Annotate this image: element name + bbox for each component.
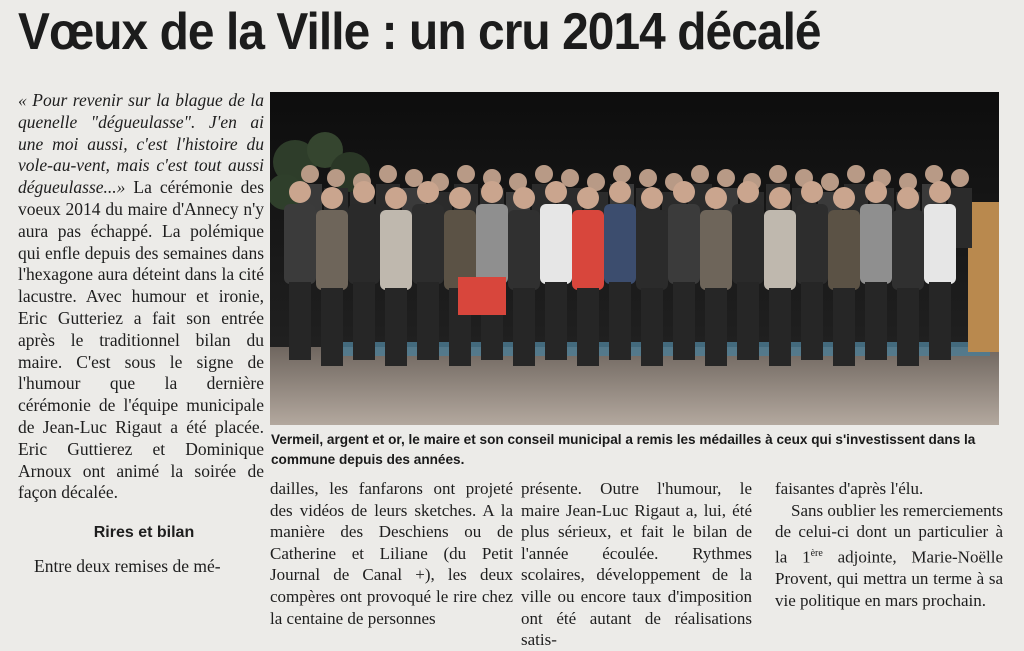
back-row-person [717, 169, 735, 187]
back-row-person [535, 165, 553, 183]
column-4-text-b: adjointe, Marie-Noëlle Provent, qui mettra un terme à sa vie politique en mars prochain. [775, 547, 1003, 610]
back-row-person [951, 169, 969, 187]
back-row-person [301, 165, 319, 183]
front-row-person-torso [668, 204, 700, 284]
front-row-person-legs [769, 288, 791, 366]
front-row-person [801, 181, 823, 203]
front-row-person [609, 181, 631, 203]
front-row-person [865, 181, 887, 203]
front-row-person [737, 181, 759, 203]
front-row-person-legs [705, 288, 727, 366]
front-row-person [929, 181, 951, 203]
front-row-person-legs [673, 282, 695, 360]
front-row-person-legs [929, 282, 951, 360]
column-3 [521, 478, 752, 651]
left-column-text [18, 90, 264, 504]
front-row-person-torso [924, 204, 956, 284]
front-row-person [385, 187, 407, 209]
front-row-person-torso [284, 204, 316, 284]
front-row-person-torso [476, 204, 508, 284]
front-row-person [641, 187, 663, 209]
front-row-person [449, 187, 471, 209]
column-3-text: présente. Outre l'humour, le maire Jean-Luc Rigaut a, lui, été plus sérieux, et fait le bilan de l'année écoulée. Rythmes scolaires, développement de la ville ou encore taux d'imposition ont été autant de réalisations satis- [521, 479, 752, 650]
back-row-person [457, 165, 475, 183]
red-folder [458, 277, 506, 315]
front-row-person-legs [833, 288, 855, 366]
front-row-person [289, 181, 311, 203]
section-lead-text: Entre deux remises de mé- [34, 555, 221, 576]
back-row-person [379, 165, 397, 183]
front-row-person-legs [865, 282, 887, 360]
back-row-person [327, 169, 345, 187]
front-row-person-torso [860, 204, 892, 284]
front-row-person [833, 187, 855, 209]
front-row-person-torso [764, 210, 796, 290]
front-row-person-torso [572, 210, 604, 290]
front-row-person [545, 181, 567, 203]
front-row-person [481, 181, 503, 203]
article-headline: Vœux de la Ville : un cru 2014 décalé [18, 3, 821, 61]
front-row-person [513, 187, 535, 209]
front-row-person [673, 181, 695, 203]
front-row-person-legs [737, 282, 759, 360]
group-photo-illustration [270, 92, 999, 425]
front-row-person-legs [577, 288, 599, 366]
back-row-person [639, 169, 657, 187]
section-subhead: Rires et bilan [93, 524, 195, 542]
front-row-person-legs [353, 282, 375, 360]
front-row-person-legs [385, 288, 407, 366]
back-row-person [769, 165, 787, 183]
back-row-person [847, 165, 865, 183]
front-row-person-torso [604, 204, 636, 284]
front-row-person-torso [636, 210, 668, 290]
front-row-person-legs [289, 282, 311, 360]
front-row-person-torso [508, 210, 540, 290]
front-row-person-legs [641, 288, 663, 366]
front-row-person-torso [796, 204, 828, 284]
column-4-superscript: ère [810, 547, 823, 559]
front-row-person-legs [609, 282, 631, 360]
front-row-person [769, 187, 791, 209]
column-4 [775, 478, 1003, 611]
opening-quote: « Pour revenir sur la blague de la quenelle "dégueulasse". J'en ai une moi aussi, c'est l'histoire du vole-au-vent, mais c'est tout aussi dégueulasse...» [18, 90, 264, 198]
column-2 [270, 478, 513, 629]
front-row-person-torso [380, 210, 412, 290]
crowd [284, 165, 972, 366]
front-row-person [417, 181, 439, 203]
front-row-person-torso [892, 210, 924, 290]
front-row-person [321, 187, 343, 209]
front-row-person-legs [513, 288, 535, 366]
front-row-person-torso [732, 204, 764, 284]
front-row-person-legs [545, 282, 567, 360]
lectern [968, 202, 999, 352]
left-column [18, 90, 264, 578]
front-row-person-torso [828, 210, 860, 290]
front-row-person-torso [700, 210, 732, 290]
back-row-person [613, 165, 631, 183]
front-row-person-legs [801, 282, 823, 360]
front-row-person [705, 187, 727, 209]
front-row-person-torso [316, 210, 348, 290]
front-row-person [897, 187, 919, 209]
column-4-paragraph [775, 500, 1003, 612]
front-row-person-torso [348, 204, 380, 284]
photo-caption: Vermeil, argent et or, le maire et son conseil municipal a remis les médailles à ceux qui s'investissent dans la commune depuis des années. [271, 432, 976, 467]
front-row-person [353, 181, 375, 203]
column-4-line: faisantes d'après l'élu. [775, 479, 924, 498]
intro-paragraph: La cérémonie des voeux 2014 du maire d'Annecy n'y aura pas échappé. La polémique qui enfle depuis des semaines dans l'hexagone aura déteint dans la cité lacustre. Avec humour et ironie, Eric Gutteriez a fait son entrée après le traditionnel bilan du maire. C'est sous le signe de l'humour que la dernière cérémonie de l'équipe municipale de Jean-Luc Rigaut a été placée. Eric Guttierez et Dominique Arnoux ont animé la soirée de façon décalée. [18, 177, 265, 503]
column-4-text-a: Sans oublier les remerciements de celui-ci dont un particulier à la 1 [775, 500, 1003, 567]
front-row-person-legs [321, 288, 343, 366]
front-row-person-legs [417, 282, 439, 360]
group-photo [270, 92, 999, 425]
stage-floor [270, 347, 999, 425]
front-row-person-torso [412, 204, 444, 284]
front-row-person-legs [897, 288, 919, 366]
back-row-person [821, 173, 839, 191]
back-row-person [691, 165, 709, 183]
column-2-text: dailles, les fanfarons ont projeté des vidéos de leurs sketches. A la manière des Deschiens ou de Catherine et Liliane (du Petit Journal de Canal +), les deux compères ont provoqué le rire chez la centaine de personnes [270, 479, 513, 628]
front-row-person [577, 187, 599, 209]
back-row-person [925, 165, 943, 183]
front-row-person-torso [540, 204, 572, 284]
